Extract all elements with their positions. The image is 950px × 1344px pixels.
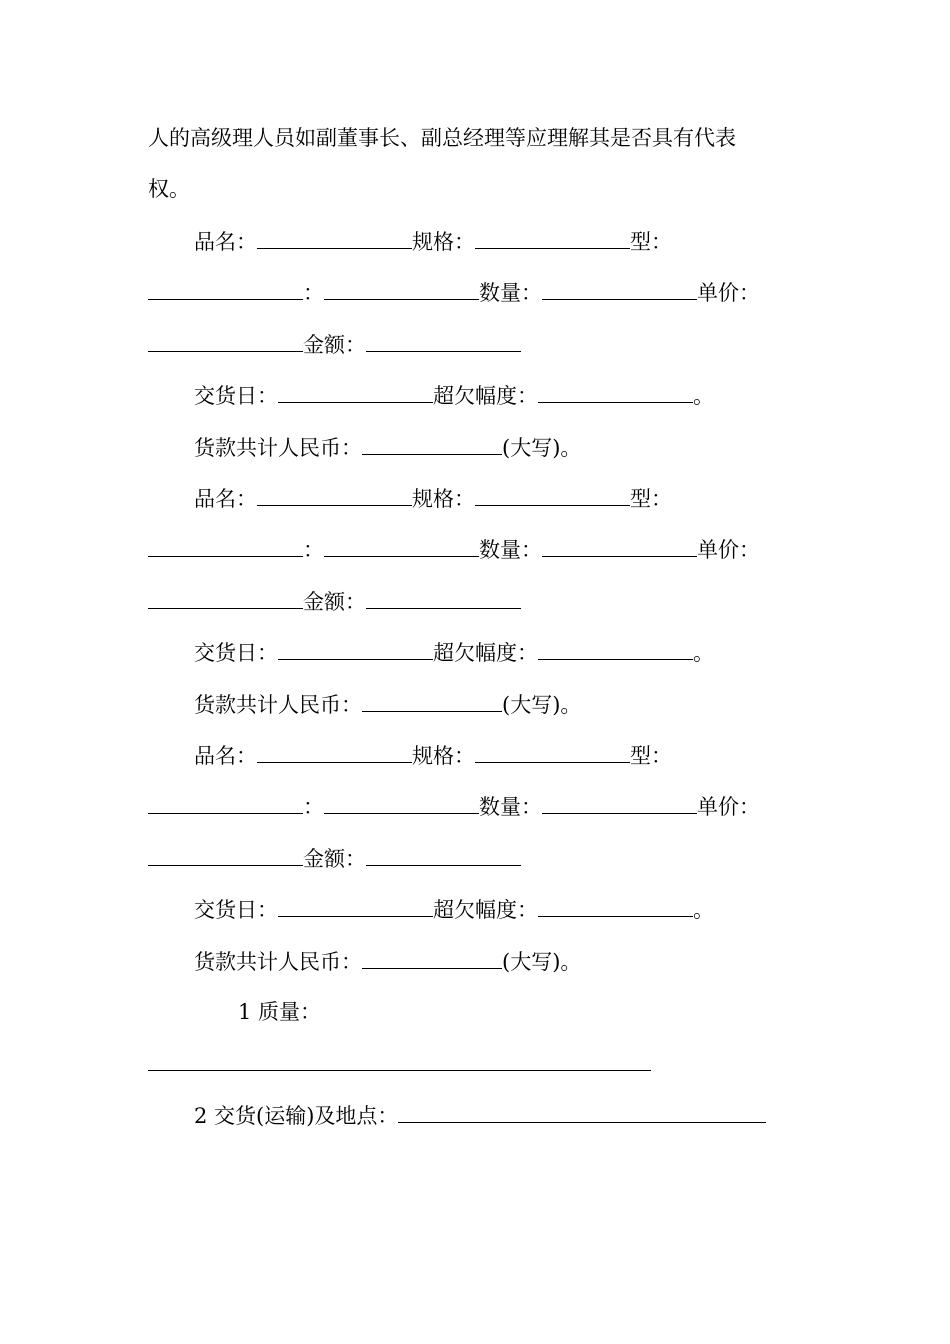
tolerance-blank[interactable]	[538, 380, 693, 403]
tolerance-label: 超欠幅度：	[433, 641, 538, 665]
model-label: 型：	[630, 230, 672, 254]
delivery-date-blank[interactable]	[278, 380, 433, 403]
delivery-label: 2 交货(运输)及地点：	[194, 1104, 399, 1128]
spec-label: 规格：	[412, 744, 475, 768]
unit-price-label: 单价：	[697, 281, 760, 305]
total-rmb-blank[interactable]	[362, 946, 502, 969]
delivery-date-blank[interactable]	[278, 637, 433, 660]
spec-blank[interactable]	[475, 226, 630, 249]
tolerance-label: 超欠幅度：	[433, 384, 538, 408]
amount-label: 金额：	[303, 590, 366, 614]
period-mark: 。	[693, 384, 714, 408]
amount-blank[interactable]	[366, 586, 521, 609]
product-name-blank[interactable]	[257, 483, 412, 506]
model-label: 型：	[630, 487, 672, 511]
delivery-place-blank[interactable]	[398, 1100, 766, 1123]
delivery-date-label: 交货日：	[194, 898, 278, 922]
item3-row-name	[194, 740, 672, 771]
spec-blank[interactable]	[475, 740, 630, 763]
uppercase-note: (大写)。	[502, 693, 582, 717]
item2-row-delivery	[194, 637, 714, 668]
item1-row-amount	[148, 329, 521, 360]
item3-row-total	[194, 946, 581, 977]
colon-label: ：	[303, 538, 324, 562]
total-rmb-blank[interactable]	[362, 689, 502, 712]
amount-blank[interactable]	[366, 329, 521, 352]
delivery-date-label: 交货日：	[194, 384, 278, 408]
delivery-date-label: 交货日：	[194, 641, 278, 665]
unit-price-blank[interactable]	[148, 843, 303, 866]
product-name-label: 品名：	[194, 487, 257, 511]
total-rmb-label: 货款共计人民币：	[194, 950, 362, 974]
colon-label: ：	[303, 795, 324, 819]
item2-row-name	[194, 483, 672, 514]
intro-line-2: 权。	[148, 177, 190, 201]
quality-blank[interactable]	[148, 1048, 651, 1071]
uppercase-note: (大写)。	[502, 950, 582, 974]
quantity-blank[interactable]	[542, 277, 697, 300]
product-name-label: 品名：	[194, 744, 257, 768]
period-mark: 。	[693, 898, 714, 922]
quantity-label: 数量：	[479, 795, 542, 819]
amount-label: 金额：	[303, 847, 366, 871]
item1-row-delivery	[194, 380, 714, 411]
model-blank[interactable]	[148, 791, 303, 814]
amount-blank[interactable]	[366, 843, 521, 866]
unit-price-blank[interactable]	[148, 329, 303, 352]
unit-price-blank[interactable]	[148, 586, 303, 609]
quality-heading: 1 质量：	[238, 1000, 322, 1024]
unlabeled-blank[interactable]	[324, 791, 479, 814]
product-name-label: 品名：	[194, 230, 257, 254]
model-blank[interactable]	[148, 534, 303, 557]
amount-label: 金额：	[303, 333, 366, 357]
delivery-date-blank[interactable]	[278, 894, 433, 917]
model-blank[interactable]	[148, 277, 303, 300]
quantity-label: 数量：	[479, 281, 542, 305]
quality-row	[148, 1048, 651, 1079]
item1-row-total	[194, 432, 581, 463]
uppercase-note: (大写)。	[502, 436, 582, 460]
tolerance-label: 超欠幅度：	[433, 898, 538, 922]
unit-price-label: 单价：	[697, 538, 760, 562]
total-rmb-blank[interactable]	[362, 432, 502, 455]
unlabeled-blank[interactable]	[324, 277, 479, 300]
colon-label: ：	[303, 281, 324, 305]
item1-row-name	[194, 226, 672, 257]
model-label: 型：	[630, 744, 672, 768]
quantity-blank[interactable]	[542, 791, 697, 814]
spec-label: 规格：	[412, 487, 475, 511]
product-name-blank[interactable]	[257, 226, 412, 249]
item2-row-total	[194, 689, 581, 720]
total-rmb-label: 货款共计人民币：	[194, 693, 362, 717]
item1-row-qty	[148, 277, 760, 308]
item2-row-amount	[148, 586, 521, 617]
unit-price-label: 单价：	[697, 795, 760, 819]
item3-row-amount	[148, 843, 521, 874]
product-name-blank[interactable]	[257, 740, 412, 763]
delivery-row	[194, 1100, 766, 1131]
spec-label: 规格：	[412, 230, 475, 254]
total-rmb-label: 货款共计人民币：	[194, 436, 362, 460]
unlabeled-blank[interactable]	[324, 534, 479, 557]
item2-row-qty	[148, 534, 760, 565]
quantity-blank[interactable]	[542, 534, 697, 557]
period-mark: 。	[693, 641, 714, 665]
tolerance-blank[interactable]	[538, 894, 693, 917]
item3-row-qty	[148, 791, 760, 822]
item3-row-delivery	[194, 894, 714, 925]
quantity-label: 数量：	[479, 538, 542, 562]
spec-blank[interactable]	[475, 483, 630, 506]
tolerance-blank[interactable]	[538, 637, 693, 660]
intro-line-1: 人的高级理人员如副董事长、副总经理等应理解其是否具有代表	[148, 126, 736, 150]
